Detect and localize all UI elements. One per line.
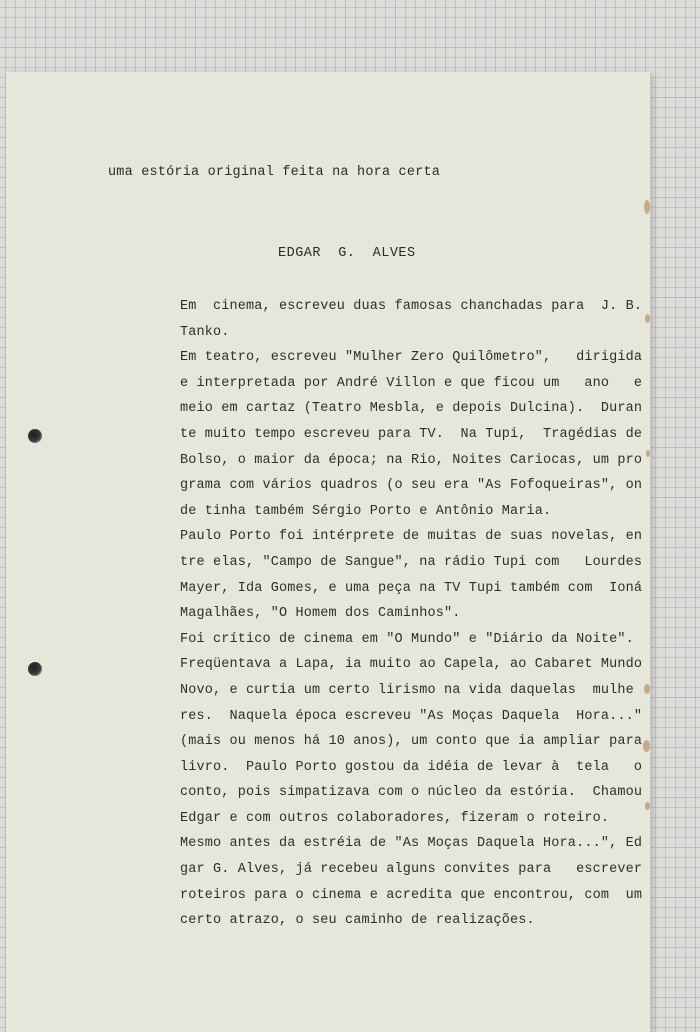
foxing-stain [645, 314, 650, 323]
foxing-stain [644, 200, 650, 214]
body-line: meio em cartaz (Teatro Mesbla, e depois Dulcina). Duran [180, 401, 643, 417]
body-line: conto, pois simpatizava com o núcleo da estória. Chamou [180, 785, 643, 801]
body-line: Novo, e curtia um certo lirismo na vida daquelas mulhe [180, 682, 634, 698]
document-body-text [180, 294, 643, 934]
document-header-line: uma estória original feita na hora certa [108, 165, 441, 180]
foxing-stain [645, 802, 650, 810]
body-line: Freqüentava a Lapa, ia muito ao Capela, ao Cabaret Mundo [180, 657, 643, 673]
body-line: Em cinema, escreveu duas famosas chanchadas para J. B. [180, 299, 643, 314]
body-line: e interpretada por André Villon e que ficou um ano e [180, 375, 643, 391]
body-line: Magalhães, "O Homem dos Caminhos". [180, 606, 461, 622]
punch-hole [28, 429, 42, 443]
body-line: roteiros para o cinema e acredita que encontrou, com um [180, 887, 643, 903]
body-line: Em teatro, escreveu "Mulher Zero Quilômetro", dirigida [180, 350, 643, 366]
punch-hole [28, 662, 42, 676]
body-line: Tanko. [180, 324, 230, 340]
body-line: certo atrazo, o seu caminho de realizações. [180, 913, 535, 929]
body-line: gar G. Alves, já recebeu alguns convites para escrever [180, 862, 643, 878]
foxing-stain [646, 450, 650, 457]
body-line: Mayer, Ida Gomes, e uma peça na TV Tupi também com Ioná [180, 580, 643, 596]
body-line: te muito tempo escreveu para TV. Na Tupi, Tragédias de [180, 426, 643, 442]
typed-document-page [6, 72, 650, 1032]
body-line: Mesmo antes da estréia de "As Moças Daquela Hora...", Ed [180, 836, 643, 852]
body-line: livro. Paulo Porto gostou da idéia de levar à tela o [180, 759, 643, 775]
body-line: Foi crítico de cinema em "O Mundo" e "Diário da Noite". [180, 631, 634, 647]
body-line: Edgar e com outros colaboradores, fizeram o roteiro. [180, 810, 610, 826]
body-line: de tinha também Sérgio Porto e Antônio Maria. [180, 503, 552, 519]
foxing-stain [643, 740, 650, 752]
body-line: Bolso, o maior da época; na Rio, Noites Cariocas, um pro [180, 452, 643, 468]
author-name-heading: EDGAR G. ALVES [278, 246, 416, 261]
body-line: Paulo Porto foi intérprete de muitas de suas novelas, en [180, 529, 643, 545]
body-line: tre elas, "Campo de Sangue", na rádio Tupi com Lourdes [180, 554, 643, 570]
body-line: grama com vários quadros (o seu era "As Fofoqueiras", on [180, 478, 643, 494]
body-line: (mais ou menos há 10 anos), um conto que ia ampliar para [180, 734, 643, 750]
body-line: res. Naquela época escreveu "As Moças Daquela Hora..." [180, 708, 643, 724]
foxing-stain [644, 684, 650, 694]
